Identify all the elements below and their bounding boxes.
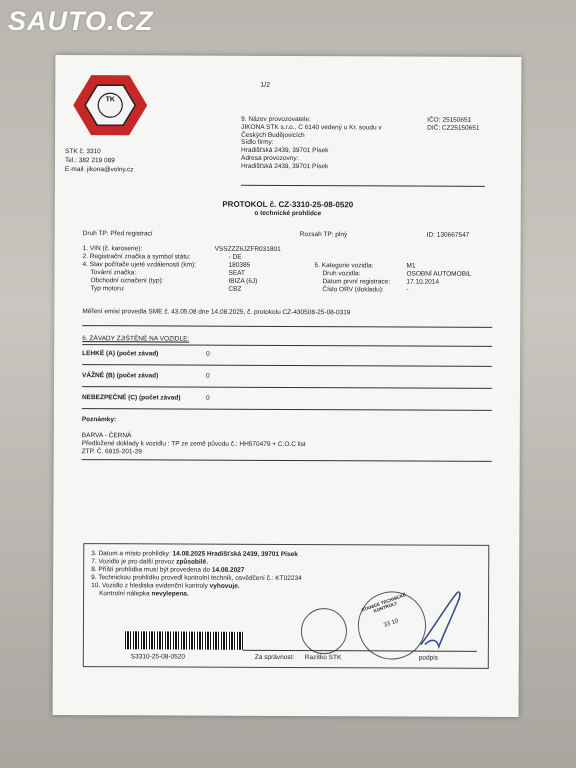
provider-line: Adresa provozovny: [240,154,299,163]
stk-logo-icon [73,73,147,137]
reg-value: - DE [228,253,242,261]
reg-label: 2. Registrační značka a symbol státu: [82,253,191,261]
defect-dangerous-value: 0 [205,394,210,402]
footer-value: 14.08.2027 [211,566,245,574]
footer-value: způsobilé. [176,558,208,566]
category-label: 5. Kategorie vozidla: [314,262,374,270]
provider-line: 9. Název provozovatele: [241,115,311,124]
defect-dangerous-label: NEBEZPEČNÉ (C) (počet závad) [81,394,181,402]
footer-label: 10. Vozidlo z hlediska evidenční kontroly [91,582,210,590]
stk-email: E-mail: jikona@volny.cz [64,166,134,174]
stamp-number: 33 10 [383,618,400,629]
barcode [125,631,245,650]
first-reg-value: 17.10.2014 [406,278,440,286]
logo-text: TK [105,96,115,104]
stk-contact [65,147,134,174]
provider-line: Českých Budějovicích [241,131,305,139]
defects-header: 6. ZÁVADY ZJIŠTĚNÉ NA VOZIDLE: [82,335,190,343]
category-value: M1 [406,262,416,270]
divider [82,344,492,347]
model-label: Obchodní označení (typ): [90,277,164,285]
notes-header: Poznámky: [81,416,117,424]
document-id: ID: 130667547 [426,231,470,239]
provider-line: Sídlo firmy: [241,139,274,147]
stk-phone: Tel.: 382 219 089 [64,157,115,165]
signature-icon [413,589,473,651]
inspection-scope: Rozsah TP: plný [299,231,348,239]
divider [82,459,492,462]
footer-evidence-check [91,582,240,590]
first-reg-label: Datum první registrace: [322,278,391,286]
footer-value: nevylepena. [151,590,189,598]
divider [82,408,492,411]
defect-light-label: LEHKÉ (A) (počet závad) [82,350,159,358]
engine-value: CBZ [228,285,242,293]
page-number: 1/2 [260,81,271,89]
footer-technician: 9. Technickou prohlídku provedl kontrolní technik, osvědčení č.: KT02234 [91,574,302,583]
footer-label: 8. Příští prohlídka musí být provedena do [91,566,212,574]
engine-label: Typ motoru: [90,285,125,293]
vin-value: VSSZZZ6JZFR031801 [214,245,281,253]
defect-serious-value: 0 [206,372,210,380]
ico-block [427,117,479,133]
inspection-type: Druh TP: Před registrací [82,230,153,238]
divider [82,325,492,328]
notes-line: ZTP. Č. 6915-201-29 [81,448,142,456]
defect-light-value: 0 [206,350,210,358]
brand-value: SEAT [228,269,246,277]
barcode-text: S3310-25-08-0520 [130,653,186,661]
stk-number: STK č. 3310 [65,148,101,156]
divider [82,386,492,389]
footer-value: vyhovuje. [209,582,240,590]
protocol-title: PROTOKOL č. CZ-3310-25-08-0520 [222,199,354,210]
vin-label: 1. VIN (č. karoserie): [82,245,143,253]
provider-line: Hradišťská 2439, 39701 Písek [240,162,329,170]
stamp-label: Razítko STK [304,654,342,662]
brand-label: Tovární značka: [90,269,137,277]
protocol-subtitle: o technické prohlídce [254,209,322,218]
inspection-protocol-document [53,55,522,717]
notes-line: BARVA - ČERNÁ [81,432,132,440]
footer-label: 3. Datum a místo prohlídky: [91,550,173,558]
divider [241,185,485,187]
footer-label: Kontrolní nálepka [99,590,152,598]
footer-next-inspection [91,566,244,574]
emission-note: Měření emisí provedla SME č. 43.05.08 dne 14.08.2025, č. protokolu CZ-430508-25-08-0319 [82,308,351,317]
footer-date-place [91,550,298,558]
stamp-circle [301,608,347,654]
stamp-text: STANICE TECHNICKÉ KONTROLY [360,592,407,614]
footer-value: 14.08.2025 Hradišťská 2439, 39701 Písek [172,550,298,559]
kind-value: OSOBNÍ AUTOMOBIL [406,270,472,278]
dic: DIČ: CZ25150651 [427,124,480,132]
km-value: 180385 [228,261,251,269]
footer-fitness [91,558,208,566]
divider [82,364,492,367]
notes-line: Předložené doklady k vozidlu : TP ze země původu č.: HH570479 + C.O.C list [81,440,306,449]
orv-label: Číslo ORV (dokladu): [322,286,384,294]
kind-label: Druh vozidla: [322,270,361,278]
defect-serious-label: VÁŽNÉ (B) (počet závad) [82,372,159,380]
watermark-logo: SAUTO.CZ [8,6,154,36]
provider-line: Hradišťská 2439, 39701 Písek [241,146,329,155]
model-value: IBIZA (6J) [228,277,258,285]
correctness-label: Za správnost: [254,653,295,662]
km-label: 4. Stav počítače ujeté vzdálenosti (km): [82,261,196,269]
provider-line: JIKONA STK s.r.o., C 6140 vedený u Kr. soudu v [241,123,382,132]
ico: IČO: 25150651 [427,116,472,124]
signature-label: podpis [418,654,438,662]
provider-block [241,116,382,171]
footer-label: 7. Vozidlo je pro další provoz [91,558,177,566]
footer-sticker [99,590,189,597]
orv-value: - [406,286,409,294]
